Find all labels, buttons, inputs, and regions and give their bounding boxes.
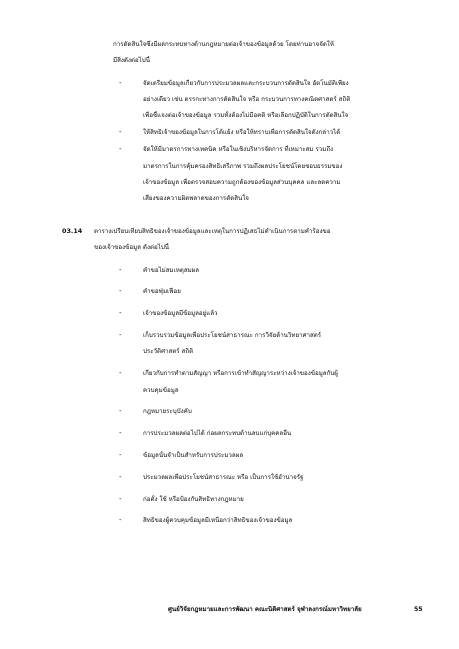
bullet-dash: - — [119, 128, 122, 136]
bullet-dash: - — [119, 369, 122, 377]
section-heading-line-2: ของเจ้าของข้อมูล ดังต่อไปนี้ — [94, 244, 169, 251]
section-bullet-7: การประมวลผลต่อไปได้ ก่อผลกระทบด้านลบแก่บุคคลอื่น — [143, 430, 292, 437]
bullet-dash: - — [119, 516, 122, 524]
bullet-dash: - — [119, 287, 122, 295]
top-bullet-1-line-3: เพื่อชี้แจงต่อเจ้าของข้อมูล รวมทั้งต้องไม่มีอคติ หรือเลือกปฏิบัติในการตัดสินใจ — [143, 112, 349, 119]
bullet-dash: - — [119, 266, 122, 274]
section-bullet-1: คำขอไม่สมเหตุสมผล — [143, 267, 200, 274]
top-bullet-1-line-1: จัดเตรียมข้อมูลเกี่ยวกับการประมวลผลและกระบวนการตัดสินใจ อัตโนมัติเพียง — [143, 80, 349, 87]
bullet-dash: - — [119, 429, 122, 437]
intro-line-1: การตัดสินใจซึ่งมีผลกระทบทางด้านกฎหมายต่อเจ้าของข้อมูลด้วย โดยท่านอาจจัดให้ — [113, 41, 334, 48]
top-bullet-2-line-1: ให้สิทธิเจ้าของข้อมูลในการโต้แย้ง หรือให้ทราบเพื่อการตัดสินใจดังกล่าวได้ — [143, 129, 341, 136]
section-bullet-3: เจ้าของข้อมูลมีข้อมูลอยู่แล้ว — [143, 310, 218, 317]
bullet-dash: - — [119, 145, 122, 153]
section-number: 03.14 — [62, 227, 83, 235]
bullet-dash: - — [119, 451, 122, 459]
footer-org: ศูนย์วิจัยกฎหมายและการพัฒนา คณะนิติศาสตร์ จุฬาลงกรณ์มหาวิทยาลัย — [168, 606, 362, 613]
section-bullet-4-line-1: เก็บรวบรวมข้อมูลเพื่อประโยชน์สาธารณะ การวิจัยด้านวิทยาศาสตร์ — [143, 332, 322, 339]
top-bullet-3-line-1: จัดให้มีมาตรการทางเทคนิค หรือในเชิงบริหารจัดการ ที่เหมาะสม รวมถึง — [143, 146, 334, 153]
section-bullet-2: คำขอฟุ่มเฟือย — [143, 288, 181, 295]
section-bullet-4-line-2: ประวัติศาสตร์ สถิติ — [143, 348, 194, 355]
bullet-dash: - — [119, 331, 122, 339]
top-bullet-3-line-3: เจ้าของข้อมูล เพื่อตรวจสอบความถูกต้องของข้อมูลส่วนบุคคล และลดความ — [143, 179, 341, 186]
page-number: 55 — [414, 606, 423, 613]
section-bullet-11: สิทธิของผู้ควบคุมข้อมูลมีเหนือกว่าสิทธิของเจ้าของข้อมูล — [143, 517, 293, 524]
top-bullet-1-line-2: อย่างเดียว เช่น ตรรกะทางการตัดสินใจ หรือ กระบวนการทางคณิตศาสตร์ สถิติ — [143, 96, 351, 103]
section-bullet-8: ข้อมูลนั้นจำเป็นสำหรับการประมวลผล — [143, 452, 244, 459]
intro-line-2: มีสิ่งดังต่อไปนี้ — [113, 57, 150, 64]
section-heading-line-1: ตารางเปรียบเทียบสิทธิของเจ้าของข้อมูลและเหตุในการปฏิเสธไม่ดำเนินการตามคำร้องขอ — [94, 228, 331, 235]
bullet-dash: - — [119, 495, 122, 503]
section-bullet-6: กฎหมายระบุบังคับ — [143, 408, 192, 415]
section-bullet-5-line-2: ควบคุมข้อมูล — [143, 387, 179, 394]
bullet-dash: - — [119, 473, 122, 481]
bullet-dash: - — [119, 309, 122, 317]
section-bullet-5-line-1: เกี่ยวกับการทำตามสัญญา หรือการเข้าทำสัญญาระหว่างเจ้าของข้อมูลกับผู้ — [143, 370, 338, 377]
bullet-dash: - — [119, 79, 122, 87]
section-bullet-9: ประมวลผลเพื่อประโยชน์สาธารณะ หรือ เป็นการใช้อำนาจรัฐ — [143, 474, 304, 481]
top-bullet-3-line-4: เสี่ยงของความผิดพลาดของการตัดสินใจ — [143, 195, 249, 202]
bullet-dash: - — [119, 407, 122, 415]
section-bullet-10: ก่อตั้ง ใช้ หรือป้องกันสิทธิทางกฎหมาย — [143, 496, 244, 503]
top-bullet-3-line-2: มาตรการในการคุ้มครองสิทธิเสรีภาพ รวมถึงผลประโยชน์โดยชอบธรรมของ — [143, 163, 343, 170]
